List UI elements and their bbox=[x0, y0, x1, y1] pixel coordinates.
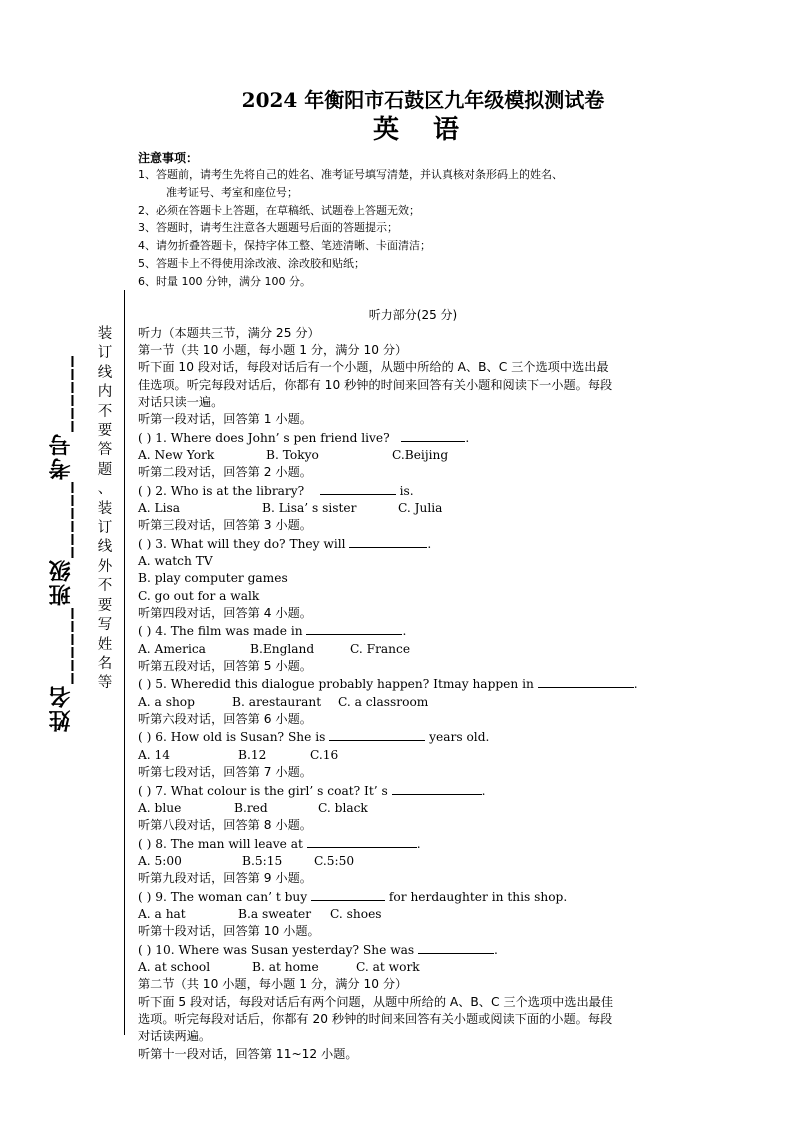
question-text-end: is. bbox=[399, 483, 414, 498]
listening-section-title: 听力（本题共三节，满分 25 分） bbox=[138, 325, 320, 340]
listening-part-title: 听力部分(25 分) bbox=[368, 307, 458, 322]
option-b: B. Tokyo bbox=[266, 447, 319, 462]
option-b: B. arestaurant bbox=[232, 694, 322, 709]
question-heading: 听第二段对话，回答第 2 小题。 bbox=[138, 465, 312, 480]
note-item: 3、答题时，请考生注意各大题题号后面的答题提示； bbox=[138, 221, 398, 235]
option-a: A. 14 bbox=[138, 747, 171, 762]
question-heading: 听第七段对话，回答第 7 小题。 bbox=[138, 765, 312, 780]
question-heading: 听第一段对话，回答第 1 小题。 bbox=[138, 412, 312, 427]
option-b: B.12 bbox=[238, 747, 267, 762]
options-row bbox=[138, 853, 688, 870]
binding-line bbox=[124, 290, 125, 1035]
student-fields-text: 姓名______班级______考号______ bbox=[49, 354, 74, 732]
option-b: B.a sweater bbox=[238, 906, 312, 921]
options-row bbox=[138, 641, 688, 658]
option-a: A. a hat bbox=[138, 906, 186, 921]
question-4 bbox=[138, 622, 688, 640]
note-item: 6、时量 100 分钟，满分 100 分。 bbox=[138, 274, 311, 288]
options-row bbox=[138, 959, 688, 976]
notice-char: 要 bbox=[97, 597, 113, 614]
section1-instructions: 听下面 10 段对话，每段对话后有一个小题，从题中所给的 A、B、C 三个选项中选出最 bbox=[138, 360, 609, 375]
notice-char: 内 bbox=[97, 384, 113, 401]
question-heading: 听第十段对话，回答第 10 小题。 bbox=[138, 924, 320, 939]
question-text-end: . bbox=[633, 677, 638, 692]
option-a: A. Lisa bbox=[138, 501, 181, 516]
note-item: 2、必须在答题卡上答题，在草稿纸、试题卷上答题无效； bbox=[138, 203, 420, 217]
notice-char: 订 bbox=[97, 345, 113, 362]
binding-notice bbox=[94, 325, 116, 694]
answer-blank[interactable] bbox=[306, 622, 402, 635]
question-text: ( ) 1. Where does John’ s pen friend live? bbox=[138, 430, 390, 445]
question-3 bbox=[138, 535, 688, 553]
question-text-end: for herdaughter in this shop. bbox=[388, 889, 568, 904]
notice-char: 线 bbox=[97, 539, 113, 556]
section2-instructions: 对话读两遍。 bbox=[138, 1029, 212, 1044]
option-a: A. 5:00 bbox=[138, 853, 182, 868]
notice-char: 装 bbox=[97, 326, 113, 342]
notice-char: 要 bbox=[97, 423, 113, 440]
option-b: B. at home bbox=[252, 959, 319, 974]
section1-title: 第一节（共 10 小题，每小题 1 分，满分 10 分） bbox=[138, 342, 408, 357]
question-text-end: years old. bbox=[429, 730, 490, 745]
notice-char: 、 bbox=[97, 481, 113, 498]
question-text: ( ) 10. Where was Susan yesterday? She was bbox=[138, 942, 415, 957]
option-c: C.16 bbox=[310, 747, 339, 762]
notes-heading: 注意事项： bbox=[138, 151, 199, 165]
section2-title: 第二节（共 10 小题，每小题 1 分，满分 10 分） bbox=[138, 977, 408, 992]
exam-title: 2024 年衡阳市石鼓区九年级模拟测试卷 bbox=[241, 88, 605, 112]
question-text-end: . bbox=[416, 836, 421, 851]
question-9 bbox=[138, 888, 688, 906]
note-item: 5、答题卡上不得使用涂改液、涂改胶和贴纸； bbox=[138, 256, 365, 270]
question-text: ( ) 3. What will they do? They will bbox=[138, 536, 346, 551]
option-c: C. Julia bbox=[398, 501, 443, 516]
question-text: ( ) 6. How old is Susan? She is bbox=[138, 730, 326, 745]
question-heading: 听第五段对话，回答第 5 小题。 bbox=[138, 659, 312, 674]
options-row bbox=[138, 447, 688, 464]
binding-margin bbox=[0, 0, 130, 1123]
options-row bbox=[138, 500, 688, 517]
question-text-end: . bbox=[465, 430, 470, 445]
question-heading: 听第九段对话，回答第 9 小题。 bbox=[138, 871, 312, 886]
question-heading: 听第六段对话，回答第 6 小题。 bbox=[138, 712, 312, 727]
question-text-end: . bbox=[402, 624, 407, 639]
question-1 bbox=[138, 429, 688, 447]
question-text-end: . bbox=[427, 536, 432, 551]
option-b: B. Lisa’ s sister bbox=[262, 501, 357, 516]
question-heading: 听第十一段对话，回答第 11~12 小题。 bbox=[138, 1046, 358, 1061]
option-b: B.5:15 bbox=[242, 853, 283, 868]
note-item: 4、请勿折叠答题卡，保持字体工整、笔迹清晰、卡面清洁； bbox=[138, 239, 431, 253]
note-item: 1、答题前，请考生先将自己的姓名、准考证号填写清楚，并认真核对条形码上的姓名、 bbox=[138, 168, 563, 181]
answer-blank[interactable] bbox=[418, 941, 494, 954]
student-info-fields bbox=[46, 312, 86, 732]
question-text: ( ) 2. Who is at the library? bbox=[138, 483, 305, 498]
option-b: B.England bbox=[250, 641, 315, 656]
options-row bbox=[138, 747, 688, 764]
option-a: A. America bbox=[138, 641, 206, 656]
notice-char: 姓 bbox=[97, 636, 113, 653]
option-a: A. watch TV bbox=[138, 554, 213, 569]
option-c: C. black bbox=[318, 800, 368, 815]
option-c: C. France bbox=[350, 641, 411, 656]
notes-list bbox=[138, 166, 688, 291]
notice-char: 题 bbox=[97, 461, 113, 478]
answer-blank[interactable] bbox=[329, 728, 425, 741]
question-text: ( ) 7. What colour is the girl’ s coat? It’ s bbox=[138, 783, 388, 798]
options-row bbox=[138, 906, 688, 923]
question-8 bbox=[138, 835, 688, 853]
option-a: A. New York bbox=[138, 447, 215, 462]
question-heading: 听第八段对话，回答第 8 小题。 bbox=[138, 818, 312, 833]
notice-char: 答 bbox=[97, 442, 113, 459]
question-text-end: . bbox=[494, 942, 498, 957]
notice-char: 名 bbox=[97, 655, 113, 672]
notice-char: 不 bbox=[97, 403, 113, 420]
options-row bbox=[138, 800, 688, 817]
option-b: B. play computer games bbox=[138, 571, 288, 586]
question-10 bbox=[138, 941, 688, 959]
option-a: A. at school bbox=[138, 959, 211, 974]
exam-subject: 英语 bbox=[372, 115, 493, 145]
question-7 bbox=[138, 782, 688, 800]
section1-instructions: 对话只读一遍。 bbox=[138, 394, 224, 409]
answer-blank[interactable] bbox=[307, 835, 417, 848]
question-2 bbox=[138, 482, 688, 500]
notice-char: 等 bbox=[97, 675, 113, 692]
option-c: C. at work bbox=[356, 959, 420, 974]
option-b: B.red bbox=[234, 800, 268, 815]
exam-page bbox=[138, 88, 688, 1063]
notice-char: 不 bbox=[97, 578, 113, 595]
answer-blank[interactable] bbox=[538, 675, 634, 688]
section2-instructions: 选项。听完每段对话后，你都有 20 秒钟的时间来回答有关小题或阅读下面的小题。每段 bbox=[138, 1011, 613, 1026]
answer-blank[interactable] bbox=[320, 482, 396, 495]
notice-char: 订 bbox=[97, 520, 113, 537]
option-a: A. a shop bbox=[138, 694, 195, 709]
answer-blank[interactable] bbox=[311, 888, 385, 901]
section2-instructions: 听下面 5 段对话，每段对话后有两个问题，从题中所给的 A、B、C 三个选项中选出最佳 bbox=[138, 994, 614, 1009]
notice-char: 线 bbox=[97, 364, 113, 381]
option-c: C. a classroom bbox=[338, 694, 429, 709]
question-5 bbox=[138, 675, 688, 693]
question-text: ( ) 9. The woman can’ t buy bbox=[138, 889, 308, 904]
question-text-end: . bbox=[481, 783, 486, 798]
notice-char: 装 bbox=[97, 500, 113, 517]
notice-char: 外 bbox=[97, 558, 113, 575]
question-text: ( ) 4. The film was made in bbox=[138, 624, 303, 639]
notice-char: 写 bbox=[97, 617, 113, 634]
option-c: C.5:50 bbox=[314, 853, 355, 868]
options-row bbox=[138, 694, 688, 711]
option-a: A. blue bbox=[138, 800, 182, 815]
option-c: C.Beijing bbox=[392, 447, 449, 462]
answer-blank[interactable] bbox=[401, 429, 465, 442]
question-text: ( ) 8. The man will leave at bbox=[138, 836, 303, 851]
note-item: 准考证号、考室和座位号； bbox=[166, 185, 298, 199]
question-heading: 听第三段对话，回答第 3 小题。 bbox=[138, 518, 312, 533]
section1-instructions: 佳选项。听完每段对话后，你都有 10 秒钟的时间来回答有关小题和阅读下一小题。每段 bbox=[138, 377, 613, 392]
option-c: C. shoes bbox=[330, 906, 382, 921]
answer-blank[interactable] bbox=[392, 782, 482, 795]
question-heading: 听第四段对话，回答第 4 小题。 bbox=[138, 606, 312, 621]
option-c: C. go out for a walk bbox=[138, 588, 260, 603]
question-text: ( ) 5. Wheredid this dialogue probably happen? Itmay happen in bbox=[138, 677, 534, 692]
question-6 bbox=[138, 728, 688, 746]
answer-blank[interactable] bbox=[349, 535, 427, 548]
